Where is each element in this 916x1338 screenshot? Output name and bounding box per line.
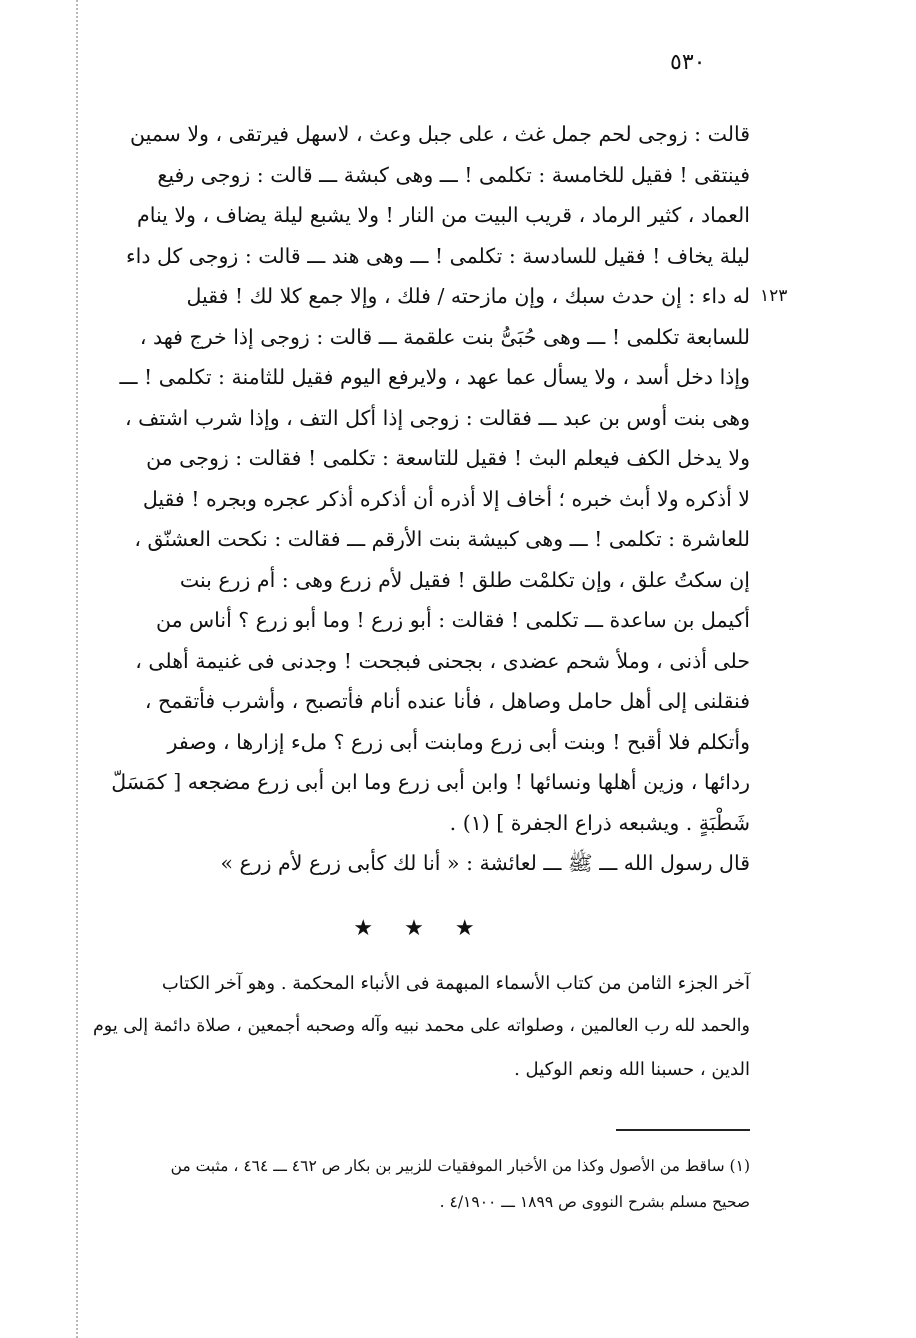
scan-edge-dotted-line — [76, 0, 78, 1338]
text-line: فنقلنى إلى أهل حامل وصاهل ، فأنا عنده أنام فأتصبح ، وأشرب فأتقمح ، — [144, 689, 750, 713]
text-line: ليلة يخاف ! فقيل للسادسة : تكلمى ! ـــ وهى هند ـــ قالت : زوجى كل داء — [125, 243, 750, 268]
text-line: ولا يدخل الكف فيعلم البث ! فقيل للتاسعة : تكلمى ! فقالت : زوجى من — [146, 446, 750, 470]
text-line: للعاشرة : تكلمى ! ـــ وهى كبيشة بنت الأرقم ـــ فقالت : نكحت العشنّق ، — [134, 527, 750, 551]
footnote-line: (١) ساقط من الأصول وكذا من الأخبار الموفقيات للزبير بن بكار ص ٤٦٢ ـــ ٤٦٤ ، مثبت من — [170, 1157, 750, 1175]
text-line: ردائها ، وزين أهلها ونسائها ! وابن أبى زرع وما ابن أبى زرع مضجعه [ كمَسَلّ — [111, 770, 750, 794]
text-line: العماد ، كثير الرماد ، قريب البيت من النار ! ولا يشبع ليلة يضاف ، ولا ينام — [137, 203, 750, 227]
colophon-line: والحمد لله رب العالمين ، وصلواته على محمد نبيه وآله وصحبه أجمعين ، صلاة دائمة إلى يوم — [92, 1016, 750, 1036]
page-number: ٥٣٠ — [670, 50, 706, 75]
closing-hadith-line: قال رسول الله ـــ ﷺ ـــ لعائشة : « أنا لك كأبى زرع لأم زرع » — [220, 851, 750, 875]
text-line: لا أذكره ولا أبث خبره ؛ أخاف إلا أذره أن أذكره أذكر عجره وبجره ! فقيل — [142, 486, 750, 511]
footnote — [92, 1148, 750, 1220]
text-line: وأتكلم فلا أقبح ! وبنت أبى زرع ومابنت أبى زرع ؟ ملء إزارها ، وصفر — [167, 729, 750, 754]
text-line: قالت : زوجى لحم جمل غث ، على جبل وعث ، لاسهل فيرتقى ، ولا سمين — [130, 122, 750, 146]
text-line: وهى بنت أوس بن عبد ـــ فقالت : زوجى إذا أكل التف ، وإذا شرب اشتف ، — [124, 405, 750, 430]
text-line: وإذا دخل أسد ، ولا يسأل عما عهد ، ولايرفع اليوم فقيل للثامنة : تكلمى ! ـــ — [119, 365, 750, 389]
margin-folio-number: ١٢٣ — [760, 286, 788, 306]
colophon — [92, 962, 750, 1091]
footnote-separator — [616, 1129, 750, 1131]
text-line: للسابعة تكلمى ! ـــ وهى حُبَىُّ بنت علقمة ـــ قالت : زوجى إذا خرج فهد ، — [139, 324, 750, 349]
footnote-line: صحيح مسلم بشرح النووى ص ١٨٩٩ ـــ ٤/١٩٠٠ . — [439, 1193, 750, 1211]
text-line: حلى أذنى ، وملأ شحم عضدى ، بجحنى فبجحت ! وجدنى فى غنيمة أهلى ، — [135, 648, 750, 673]
colophon-line: الدين ، حسبنا الله ونعم الوكيل . — [514, 1059, 750, 1080]
text-line: إن سكتُ علق ، وإن تكلمْت طلق ! فقيل لأم زرع وهى : أم زرع بنت — [179, 567, 750, 592]
text-line: له داء : إن حدث سبك ، وإن مازحته / فلك ، وإلا جمع كلا لك ! فقيل — [186, 284, 750, 308]
text-line: شَطْبَةٍ . ويشبعه ذراع الجفرة ] (١) . — [449, 810, 750, 835]
text-line: فينتقى ! فقيل للخامسة : تكلمى ! ـــ وهى كبشة ـــ قالت : زوجى رفيع — [157, 162, 750, 187]
main-text — [92, 114, 750, 884]
colophon-line: آخر الجزء الثامن من كتاب الأسماء المبهمة فى الأنباء المحكمة . وهو آخر الكتاب — [161, 973, 750, 994]
text-line: أكيمل بن ساعدة ـــ تكلمى ! فقالت : أبو زرع ! وما أبو زرع ؟ أناس من — [156, 608, 750, 632]
section-divider-stars: ★ ★ ★ — [353, 916, 487, 941]
